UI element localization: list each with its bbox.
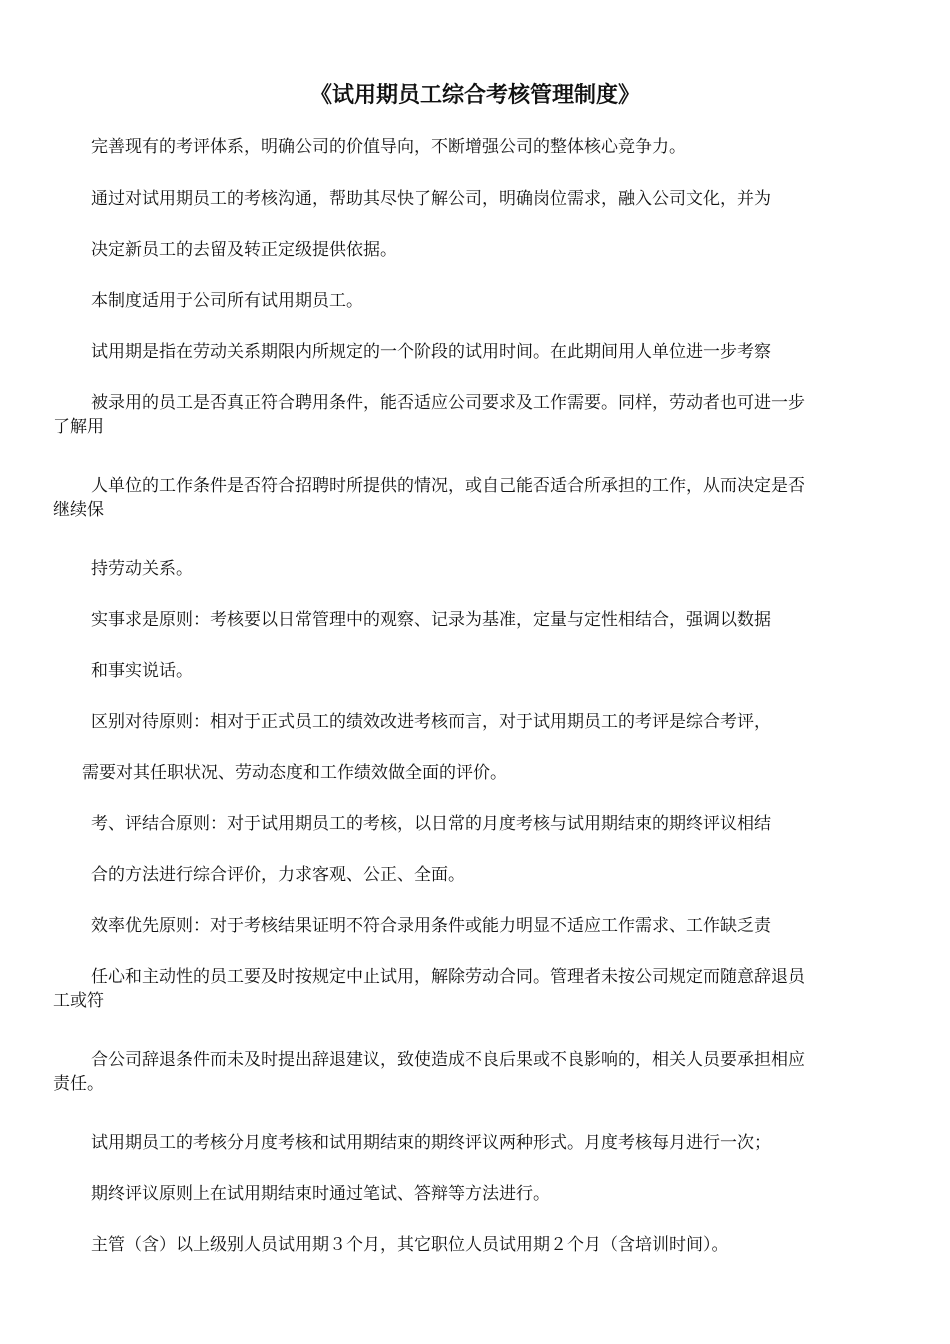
paragraph bbox=[53, 1128, 903, 1158]
paragraph bbox=[53, 554, 903, 584]
paragraph-line: 完善现有的考评体系，明确公司的价值导向，不断增强公司的整体核心竞争力。 bbox=[91, 137, 686, 157]
paragraph-line: 被录用的员工是否真正符合聘用条件，能否适应公司要求及工作需要。同样，劳动者也可进一步 bbox=[91, 393, 805, 413]
paragraph-line-wrap: 工或符 bbox=[53, 991, 104, 1011]
paragraph-line: 期终评议原则上在试用期结束时通过笔试、答辩等方法进行。 bbox=[91, 1184, 550, 1204]
paragraph bbox=[53, 337, 903, 367]
paragraph bbox=[53, 962, 903, 1016]
paragraph-line: 本制度适用于公司所有试用期员工。 bbox=[91, 291, 363, 311]
paragraph-line-wrap: 了解用 bbox=[53, 417, 104, 437]
paragraph bbox=[53, 656, 903, 686]
paragraph-line: 考、评结合原则：对于试用期员工的考核，以日常的月度考核与试用期结束的期终评议相结 bbox=[91, 814, 771, 834]
paragraph bbox=[53, 132, 903, 162]
paragraph-line: 人单位的工作条件是否符合招聘时所提供的情况，或自己能否适合所承担的工作，从而决定是否 bbox=[91, 476, 805, 496]
paragraph bbox=[53, 911, 903, 941]
paragraph bbox=[53, 286, 903, 316]
paragraph bbox=[53, 758, 903, 788]
paragraph bbox=[53, 235, 903, 265]
paragraph-line: 试用期是指在劳动关系期限内所规定的一个阶段的试用时间。在此期间用人单位进一步考察 bbox=[91, 342, 771, 362]
paragraph-line-wrap: 责任。 bbox=[53, 1074, 104, 1094]
paragraph-line: 需要对其任职状况、劳动态度和工作绩效做全面的评价。 bbox=[82, 763, 507, 783]
paragraph-line: 持劳动关系。 bbox=[91, 559, 193, 579]
paragraph-line: 决定新员工的去留及转正定级提供依据。 bbox=[91, 240, 397, 260]
paragraph-line: 效率优先原则：对于考核结果证明不符合录用条件或能力明显不适应工作需求、工作缺乏责 bbox=[91, 916, 771, 936]
paragraph-line: 区别对待原则：相对于正式员工的绩效改进考核而言，对于试用期员工的考评是综合考评， bbox=[91, 712, 771, 732]
document-title: 《试用期员工综合考核管理制度》 bbox=[309, 83, 640, 108]
paragraph bbox=[53, 388, 903, 442]
paragraph bbox=[53, 707, 903, 737]
paragraph-line: 通过对试用期员工的考核沟通，帮助其尽快了解公司，明确岗位需求，融入公司文化，并为 bbox=[91, 189, 771, 209]
paragraph-line: 和事实说话。 bbox=[91, 661, 193, 681]
paragraph bbox=[53, 471, 903, 525]
paragraph-line: 试用期员工的考核分月度考核和试用期结束的期终评议两种形式。月度考核每月进行一次； bbox=[91, 1133, 771, 1153]
paragraph bbox=[53, 605, 903, 635]
paragraph bbox=[53, 809, 903, 839]
paragraph bbox=[53, 1179, 903, 1209]
paragraph-line: 合的方法进行综合评价，力求客观、公正、全面。 bbox=[91, 865, 465, 885]
paragraph-line-wrap: 继续保 bbox=[53, 500, 104, 520]
paragraph bbox=[53, 1230, 903, 1260]
paragraph-line: 实事求是原则：考核要以日常管理中的观察、记录为基准，定量与定性相结合，强调以数据 bbox=[91, 610, 771, 630]
paragraph-line: 主管（含）以上级别人员试用期３个月，其它职位人员试用期２个月（含培训时间）。 bbox=[91, 1235, 729, 1255]
paragraph bbox=[53, 1045, 903, 1099]
paragraph bbox=[53, 860, 903, 890]
paragraph-line: 合公司辞退条件而未及时提出辞退建议，致使造成不良后果或不良影响的，相关人员要承担相应 bbox=[91, 1050, 805, 1070]
paragraph bbox=[53, 184, 903, 214]
paragraph-line: 任心和主动性的员工要及时按规定中止试用，解除劳动合同。管理者未按公司规定而随意辞退员 bbox=[91, 967, 805, 987]
